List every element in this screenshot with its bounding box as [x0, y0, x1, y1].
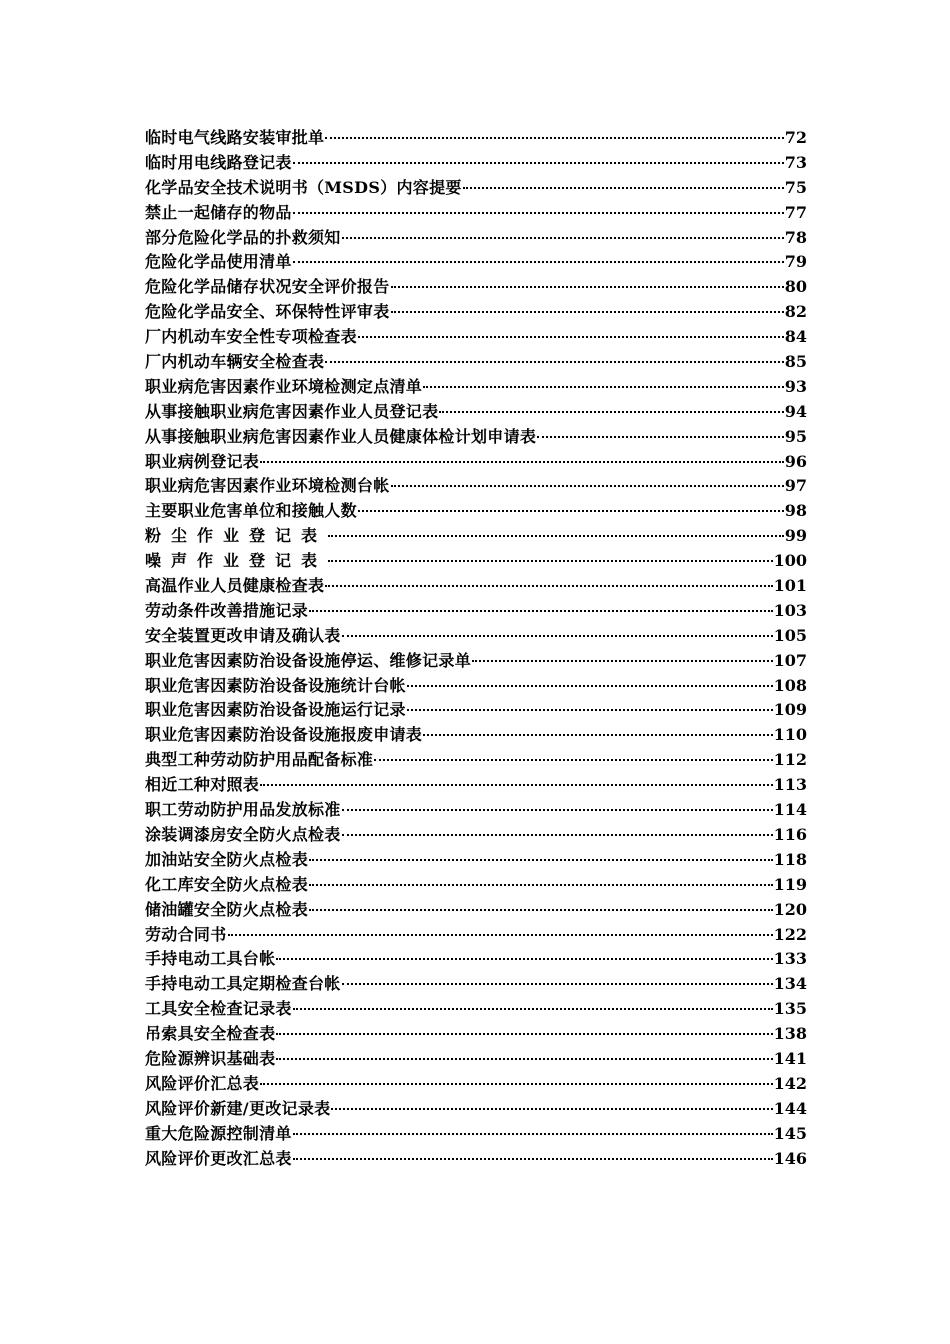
- dot-leader: [537, 436, 784, 438]
- toc-entry-page: 101: [773, 576, 807, 596]
- dot-leader: [342, 834, 773, 836]
- toc-entry[interactable]: [145, 400, 807, 425]
- toc-entry-page: 78: [784, 227, 807, 247]
- toc-entry-page: 133: [773, 949, 807, 969]
- toc-entry-title: 职业病危害因素作业环境检测台帐: [145, 476, 390, 496]
- toc-entry-title: 从事接触职业病危害因素作业人员健康体检计划申请表: [145, 426, 537, 446]
- toc-entry-title: 加油站安全防火点检表: [145, 849, 309, 869]
- toc-entry-page: 116: [773, 824, 807, 844]
- dot-leader: [331, 1108, 772, 1110]
- dot-leader: [309, 610, 773, 612]
- toc-entry-title: 吊索具安全检查表: [145, 1024, 276, 1044]
- toc-entry-title: 职业病危害因素作业环境检测定点清单: [145, 376, 423, 396]
- toc-entry-title: 职工劳动防护用品发放标准: [145, 800, 341, 820]
- toc-entry-title: 职业危害因素防治设备设施报废申请表: [145, 725, 423, 745]
- toc-entry[interactable]: [145, 1147, 807, 1172]
- dot-leader: [276, 1033, 772, 1035]
- toc-entry[interactable]: [145, 1097, 807, 1122]
- dot-leader: [374, 759, 772, 761]
- dot-leader: [228, 934, 773, 936]
- toc-entry-title: 粉尘作业登记表: [145, 526, 328, 546]
- toc-entry-title: 安全装置更改申请及确认表: [145, 625, 341, 645]
- toc-entry-title: 禁止一起储存的物品: [145, 202, 292, 222]
- toc-entry-title: 工具安全检查记录表: [145, 999, 292, 1019]
- toc-entry-page: 84: [784, 327, 807, 347]
- toc-entry-title: 职业危害因素防治设备设施运行记录: [145, 700, 406, 720]
- toc-entry-page: 75: [784, 177, 807, 197]
- toc-entry-page: 108: [773, 675, 807, 695]
- toc-entry-title: 涂装调漆房安全防火点检表: [145, 824, 341, 844]
- toc-entry[interactable]: [145, 126, 807, 151]
- toc-entry-page: 105: [773, 625, 807, 645]
- dot-leader: [342, 809, 773, 811]
- toc-entry[interactable]: [145, 624, 807, 649]
- dot-leader: [293, 1158, 773, 1160]
- dot-leader: [472, 660, 773, 662]
- toc-entry[interactable]: [145, 898, 807, 923]
- toc-entry-page: 82: [784, 302, 807, 322]
- toc-entry[interactable]: [145, 474, 807, 499]
- toc-entry-page: 80: [784, 277, 807, 297]
- dot-leader: [342, 237, 784, 239]
- toc-entry-title: 劳动条件改善措施记录: [145, 600, 309, 620]
- toc-entry-page: 85: [784, 352, 807, 372]
- toc-entry-title: 职业病例登记表: [145, 451, 260, 471]
- toc-entry[interactable]: [145, 748, 807, 773]
- dot-leader: [293, 212, 784, 214]
- toc-entry-page: 145: [773, 1123, 807, 1143]
- toc-entry-page: 77: [784, 202, 807, 222]
- toc-entry-title: 劳动合同书: [145, 924, 227, 944]
- toc-entry-title: 从事接触职业病危害因素作业人员登记表: [145, 401, 439, 421]
- toc-entry-title: 危险源辨识基础表: [145, 1048, 276, 1068]
- toc-entry-title: 化学品安全技术说明书（MSDS）内容提要: [145, 177, 462, 197]
- toc-entry-title: 危险化学品安全、环保特性评审表: [145, 302, 390, 322]
- toc-entry-title: 重大危险源控制清单: [145, 1123, 292, 1143]
- toc-entry[interactable]: [145, 823, 807, 848]
- toc-entry-title: 部分危险化学品的扑救须知: [145, 227, 341, 247]
- dot-leader: [293, 162, 784, 164]
- toc-entry[interactable]: [145, 1072, 807, 1097]
- toc-entry-title: 厂内机动车辆安全检查表: [145, 352, 325, 372]
- toc-entry-title: 手持电动工具定期检查台帐: [145, 974, 341, 994]
- toc-entry-title: 临时用电线路登记表: [145, 152, 292, 172]
- toc-entry[interactable]: [145, 300, 807, 325]
- toc-entry-page: 113: [773, 775, 807, 795]
- toc-entry[interactable]: [145, 250, 807, 275]
- toc-entry[interactable]: [145, 649, 807, 674]
- dot-leader: [463, 187, 784, 189]
- toc-entry-title: 手持电动工具台帐: [145, 949, 276, 969]
- toc-entry-page: 94: [784, 401, 807, 421]
- dot-leader: [293, 261, 784, 263]
- toc-entry-page: 120: [773, 899, 807, 919]
- toc-entry[interactable]: [145, 176, 807, 201]
- toc-entry-page: 79: [784, 252, 807, 272]
- toc-entry-page: 135: [773, 999, 807, 1019]
- table-of-contents: [145, 126, 807, 1171]
- toc-entry-title: 临时电气线路安装审批单: [145, 128, 325, 147]
- toc-entry-title: 典型工种劳动防护用品配备标准: [145, 750, 374, 770]
- dot-leader: [276, 958, 772, 960]
- dot-leader: [260, 461, 784, 463]
- toc-entry-page: 110: [773, 725, 807, 745]
- toc-entry-title: 危险化学品使用清单: [145, 252, 292, 272]
- toc-entry-title: 危险化学品储存状况安全评价报告: [145, 277, 390, 297]
- toc-entry-title: 高温作业人员健康检查表: [145, 576, 325, 596]
- toc-entry-page: 73: [784, 152, 807, 172]
- dot-leader: [328, 560, 773, 562]
- toc-entry[interactable]: [145, 848, 807, 873]
- toc-entry[interactable]: [145, 549, 807, 574]
- toc-entry-page: 119: [773, 874, 807, 894]
- toc-entry-page: 114: [773, 800, 807, 820]
- dot-leader: [325, 137, 783, 139]
- dot-leader: [293, 1008, 773, 1010]
- toc-entry-page: 99: [784, 526, 807, 546]
- dot-leader: [309, 859, 773, 861]
- toc-entry[interactable]: [145, 375, 807, 400]
- toc-entry-title: 风险评价更改汇总表: [145, 1148, 292, 1168]
- dot-leader: [407, 709, 773, 711]
- toc-entry-title: 风险评价汇总表: [145, 1073, 260, 1093]
- toc-entry[interactable]: [145, 947, 807, 972]
- toc-entry[interactable]: [145, 723, 807, 748]
- toc-entry[interactable]: [145, 450, 807, 475]
- toc-entry-page: 97: [784, 476, 807, 496]
- toc-entry-page: 96: [784, 451, 807, 471]
- toc-entry-page: 146: [773, 1148, 807, 1168]
- toc-entry-title: 噪声作业登记表: [145, 551, 328, 571]
- toc-entry-title: 职业危害因素防治设备设施停运、维修记录单: [145, 650, 472, 670]
- toc-entry-page: 107: [773, 650, 807, 670]
- dot-leader: [342, 635, 773, 637]
- toc-entry-page: 112: [773, 750, 807, 770]
- toc-entry[interactable]: [145, 698, 807, 723]
- dot-leader: [309, 884, 773, 886]
- toc-entry[interactable]: [145, 599, 807, 624]
- toc-entry[interactable]: [145, 773, 807, 798]
- toc-entry-page: 109: [773, 700, 807, 720]
- toc-entry[interactable]: [145, 923, 807, 948]
- toc-entry-title: 化工库安全防火点检表: [145, 874, 309, 894]
- dot-leader: [260, 1083, 772, 1085]
- dot-leader: [391, 485, 784, 487]
- dot-leader: [260, 784, 772, 786]
- toc-entry-title: 相近工种对照表: [145, 775, 260, 795]
- toc-entry-page: 95: [784, 426, 807, 446]
- dot-leader: [407, 685, 773, 687]
- toc-entry-page: 100: [773, 551, 807, 571]
- toc-entry[interactable]: [145, 325, 807, 350]
- toc-entry[interactable]: [145, 350, 807, 375]
- toc-entry[interactable]: [145, 972, 807, 997]
- dot-leader: [325, 585, 772, 587]
- dot-leader: [342, 983, 773, 985]
- toc-entry[interactable]: [145, 151, 807, 176]
- toc-entry-page: 103: [773, 600, 807, 620]
- toc-entry-page: 138: [773, 1024, 807, 1044]
- dot-leader: [358, 510, 784, 512]
- dot-leader: [391, 311, 784, 313]
- dot-leader: [328, 535, 784, 537]
- toc-entry[interactable]: [145, 798, 807, 823]
- dot-leader: [423, 734, 772, 736]
- toc-entry[interactable]: [145, 997, 807, 1022]
- toc-entry-title: 厂内机动车安全性专项检查表: [145, 327, 357, 347]
- dot-leader: [391, 286, 784, 288]
- toc-entry-title: 职业危害因素防治设备设施统计台帐: [145, 675, 406, 695]
- toc-entry-page: 93: [784, 376, 807, 396]
- dot-leader: [293, 1133, 773, 1135]
- toc-entry[interactable]: [145, 425, 807, 450]
- toc-entry[interactable]: [145, 574, 807, 599]
- toc-entry-page: 134: [773, 974, 807, 994]
- dot-leader: [325, 361, 783, 363]
- toc-entry[interactable]: [145, 1122, 807, 1147]
- dot-leader: [423, 386, 784, 388]
- toc-entry-page: 142: [773, 1073, 807, 1093]
- toc-entry[interactable]: [145, 1047, 807, 1072]
- dot-leader: [276, 1058, 772, 1060]
- toc-entry[interactable]: [145, 873, 807, 898]
- toc-entry[interactable]: [145, 499, 807, 524]
- toc-entry-title: 储油罐安全防火点检表: [145, 899, 309, 919]
- toc-entry-page: 122: [773, 924, 807, 944]
- dot-leader: [309, 909, 773, 911]
- toc-entry-page: 72: [784, 128, 807, 147]
- toc-entry-title: 主要职业危害单位和接触人数: [145, 501, 357, 521]
- dot-leader: [358, 336, 784, 338]
- toc-entry-page: 144: [773, 1098, 807, 1118]
- toc-entry[interactable]: [145, 275, 807, 300]
- toc-entry-page: 118: [773, 849, 807, 869]
- dot-leader: [439, 411, 783, 413]
- toc-entry[interactable]: [145, 226, 807, 251]
- toc-entry[interactable]: [145, 524, 807, 549]
- toc-entry[interactable]: [145, 674, 807, 699]
- toc-entry-title: 风险评价新建/更改记录表: [145, 1098, 331, 1118]
- toc-entry[interactable]: [145, 1022, 807, 1047]
- toc-entry-page: 141: [773, 1048, 807, 1068]
- toc-entry[interactable]: [145, 201, 807, 226]
- toc-entry-page: 98: [784, 501, 807, 521]
